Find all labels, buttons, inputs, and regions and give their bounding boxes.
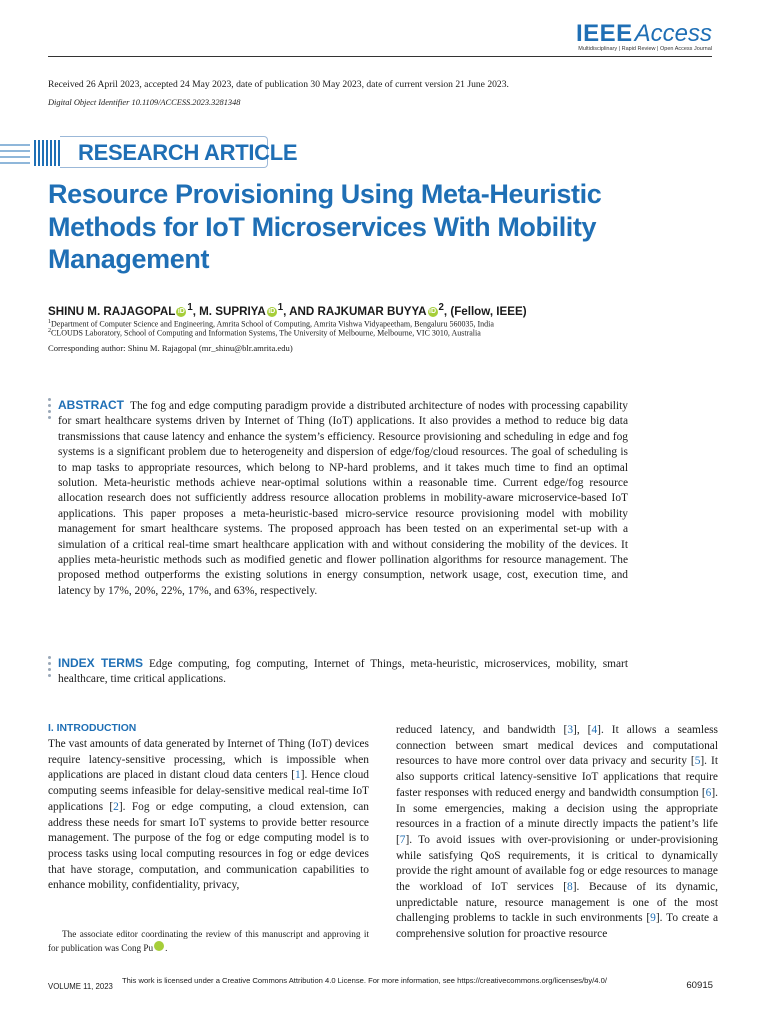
orcid-icon[interactable]: iD bbox=[429, 307, 437, 315]
page-number: 60915 bbox=[686, 980, 713, 991]
index-terms-marker bbox=[48, 656, 52, 680]
author-affil-sup: 2 bbox=[438, 302, 444, 313]
index-terms-text: Edge computing, fog computing, Internet of Things, meta-heuristic, microservices, mobility, smart healthcare, time critical applications. bbox=[58, 658, 628, 686]
citation-link[interactable]: 1 bbox=[295, 769, 301, 782]
citation-link[interactable]: 6 bbox=[705, 786, 712, 799]
affiliation: $^1$Department of Computer Science and Engineering, Amrita School of Computing, Amrita Vishwa Vidyapeetham, Bengaluru 560035, India bbox=[48, 319, 494, 329]
citation-link[interactable]: 3 bbox=[567, 724, 574, 736]
author-list bbox=[48, 302, 527, 318]
orcid-icon[interactable]: iD bbox=[154, 941, 164, 951]
brand-access: Access bbox=[634, 20, 712, 47]
citation-link[interactable]: 5 bbox=[694, 755, 701, 768]
license-text: This work is licensed under a Creative Commons Attribution 4.0 License. For more information, see https://creativecommons.org/licenses/by/4.0/ bbox=[122, 976, 607, 985]
affiliation: $^2$CLOUDS Laboratory, School of Computing and Information Systems, The University of Melbourne, Melbourne, VIC 3010, Australia bbox=[48, 328, 481, 338]
index-terms-label: INDEX TERMS bbox=[58, 656, 143, 670]
paper-title: Resource Provisioning Using Meta-Heuristic Methods for IoT Microservices With Mobility Management bbox=[48, 179, 602, 274]
doi-line: Digital Object Identifier 10.1109/ACCESS.2023.3281348 bbox=[48, 98, 241, 107]
brand-tagline: Multidisciplinary | Rapid Review | Open Access Journal bbox=[578, 46, 712, 52]
citation-link[interactable]: 2 bbox=[113, 800, 119, 813]
abstract bbox=[58, 398, 628, 599]
index-terms bbox=[58, 656, 628, 688]
corresponding-author: Corresponding author: Shinu M. Rajagopal (mr_shinu@blr.amrita.edu) bbox=[48, 343, 293, 353]
received-dates: Received 26 April 2023, accepted 24 May 2023, date of publication 30 May 2023, date of current version 21 June 2023. bbox=[48, 79, 509, 90]
body-column-right: reduced latency, and bandwidth [3], [4]. It allows a seamless connection between smart medical devices and computational resources to have more control over data privacy and security [5]. It also supports critical latency-sensitive IoT applications that require faster responses with reduced energy and bandwidth consumption [6]. In some emergencies, making a decision using the appropriate resources in a fraction of a minute directly impacts the patient’s life [7]. To avoid issues with over-provisioning or under-provisioning while satisfying QoS requirements, it is critical to dynamically provide the right amount of available fog or edge resources to manage the workload of IoT services [8]. Because of its dynamic, unpredictable nature, resource management is one of the most challenging problems to tackle in such environments [9]. To create a comprehensive solution for proactive resource bbox=[396, 724, 718, 941]
abstract-marker bbox=[48, 398, 52, 422]
author-name: , AND RAJKUMAR BUYYA bbox=[283, 304, 427, 318]
article-type: RESEARCH ARTICLE bbox=[78, 140, 298, 165]
brand-ieee: IEEE bbox=[575, 20, 633, 47]
citation-link[interactable]: 7 bbox=[399, 833, 406, 846]
article-type-decoration bbox=[0, 138, 66, 168]
volume-label: VOLUME 11, 2023 bbox=[48, 982, 113, 991]
orcid-icon[interactable]: iD bbox=[177, 307, 185, 315]
header-rule bbox=[48, 56, 712, 57]
journal-brand bbox=[576, 20, 712, 52]
editor-footnote: The associate editor coordinating the review of this manuscript and approving it for publication was Cong Pu iD. bbox=[48, 929, 369, 953]
body-column-left: The vast amounts of data generated by Internet of Thing (IoT) devices require latency-sensitive processing, which is impossible when applications are placed in distant cloud data centers [1]. Hence cloud computing seems infeasible for delay-sensitive medical real-time IoT applications [2]. Fog or edge computing, a cloud extension, can address these needs for smart IoT systems to provide better resource management. The purpose of the fog or edge computing model is to process tasks using local computing resources in fog or edge devices that have storage, computation, and communication capabilities to enhance mobility, confidentiality, privacy, bbox=[48, 738, 369, 892]
citation-link[interactable]: 4 bbox=[591, 724, 598, 736]
orcid-icon[interactable]: iD bbox=[268, 307, 276, 315]
author-name: SHINU M. RAJAGOPAL bbox=[48, 304, 176, 318]
citation-link[interactable]: 8 bbox=[567, 881, 573, 894]
author-suffix: , (Fellow, IEEE) bbox=[443, 304, 527, 318]
author-name: , M. SUPRIYA bbox=[192, 304, 266, 318]
citation-link[interactable]: 9 bbox=[650, 912, 656, 925]
abstract-text: The fog and edge computing paradigm provide a distributed architecture of nodes with processing capability for smart healthcare systems driven by Internet of Thing (IoT) applications. It also provides a method to reduce big data transmissions that cause latency and enhance the system’s efficiency. Resource provisioning and scheduling in edge and fog systems is a significant problem due to heterogeneity and dispersion of edge/fog/cloud resources. The goal of scheduling is to map tasks to appropriate resources, which belong to NP-hard problems, and it takes much time to find an optimal solution. Meta-heuristic methods achieve near-optimal solutions within a reasonable time. Current edge/fog resource allocation research does not sufficiently address resource allocation problems in mobility-aware microservice-based IoT applications. This paper proposes a meta-heuristic-based micro-service resource provisioning model with mobility management for smart healthcare systems. The proposed approach has been tested on an experimental set-up with a simulation of a critical real-time smart healthcare application with and without considering the mobility of the devices. It applies meta-heuristic methods such as modified genetic and flower pollination algorithms for resource management. The proposed method outperforms the existing solutions in energy consumption, network usage, cost, execution time, and latency by 17%, 20%, 22%, 17%, and 63%, respectively. bbox=[58, 400, 628, 597]
abstract-label: ABSTRACT bbox=[58, 398, 124, 412]
author-affil-sup: 1 bbox=[277, 302, 284, 313]
section-heading: I. INTRODUCTION bbox=[48, 723, 137, 734]
author-affil-sup: 1 bbox=[187, 302, 193, 313]
